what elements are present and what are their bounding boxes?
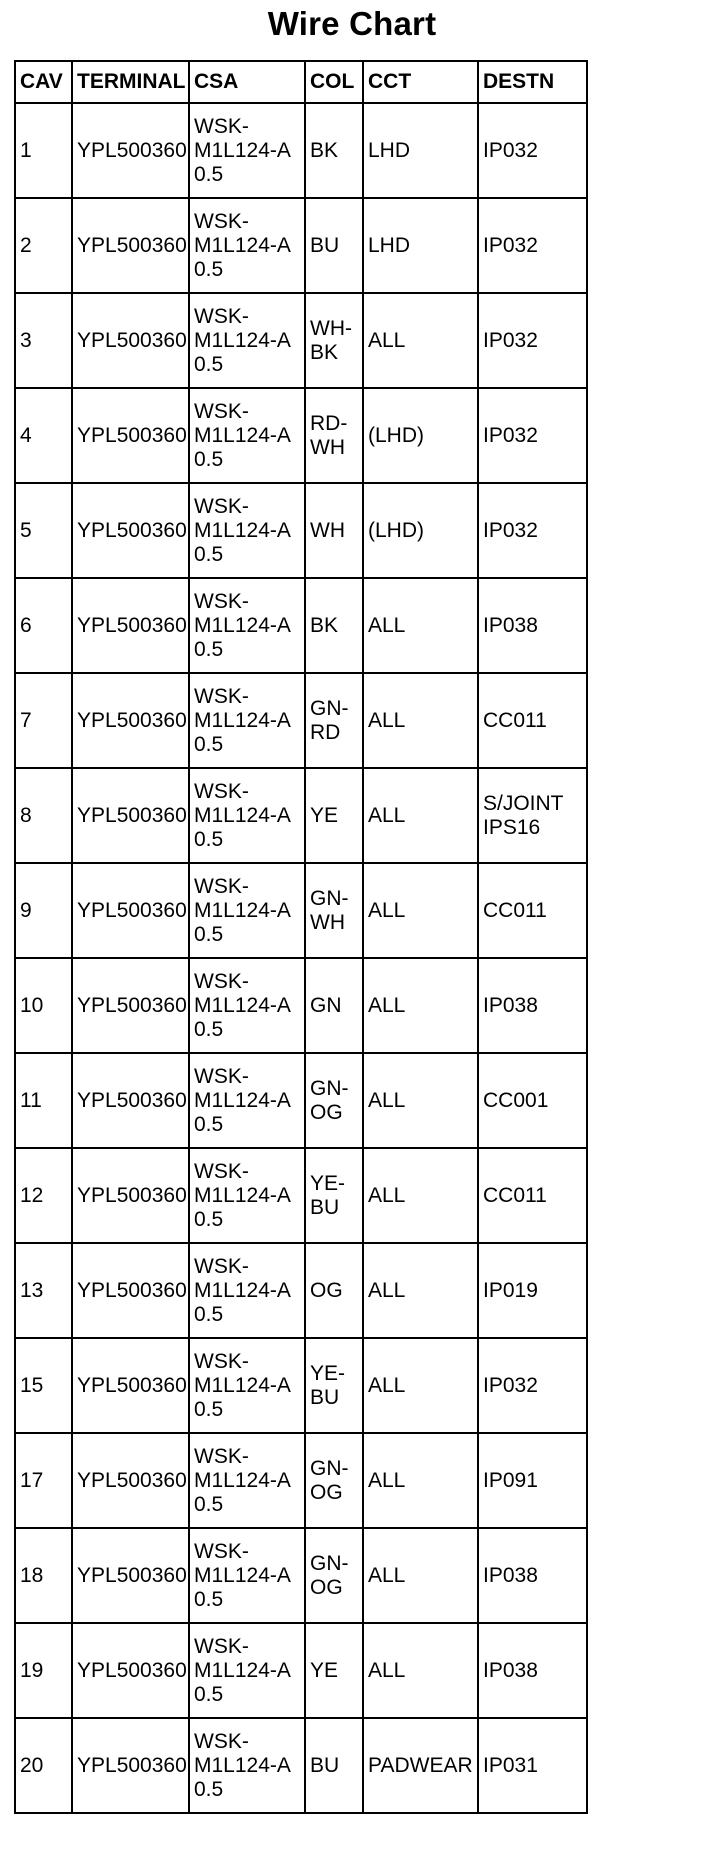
header-destn: DESTN bbox=[478, 61, 587, 103]
cav-cell: 11 bbox=[15, 1053, 72, 1148]
csa-cell-line: M1L124-A bbox=[194, 1753, 291, 1777]
csa-cell-line: WSK- bbox=[194, 779, 249, 803]
destn-cell bbox=[478, 1148, 587, 1243]
col-cell bbox=[305, 198, 363, 293]
destn-cell bbox=[478, 863, 587, 958]
page-title: Wire Chart bbox=[267, 5, 437, 42]
csa-cell bbox=[189, 198, 305, 293]
csa-cell-line: 0.5 bbox=[194, 1207, 224, 1231]
destn-cell bbox=[478, 673, 587, 768]
csa-cell-line: WSK- bbox=[194, 684, 249, 708]
destn-cell-line: IP032 bbox=[483, 328, 538, 352]
csa-cell bbox=[189, 768, 305, 863]
table-row bbox=[15, 673, 587, 768]
col-cell-line: OG bbox=[310, 1575, 343, 1599]
destn-cell bbox=[478, 103, 587, 198]
csa-cell-line: 0.5 bbox=[194, 162, 224, 186]
destn-cell-line: IP038 bbox=[483, 613, 538, 637]
wire-chart-table bbox=[14, 60, 588, 1814]
csa-cell-line: M1L124-A bbox=[194, 1563, 291, 1587]
col-cell bbox=[305, 1053, 363, 1148]
csa-cell-line: 0.5 bbox=[194, 732, 224, 756]
csa-cell-line: 0.5 bbox=[194, 1587, 224, 1611]
col-cell-line: OG bbox=[310, 1100, 343, 1124]
destn-cell bbox=[478, 483, 587, 578]
header-terminal: TERMINAL bbox=[72, 61, 189, 103]
col-cell-line: GN- bbox=[310, 886, 349, 910]
terminal-cell: YPL500360 bbox=[72, 293, 189, 388]
cav-cell: 7 bbox=[15, 673, 72, 768]
col-cell-line: YE bbox=[310, 1658, 339, 1682]
destn-cell-line: IPS16 bbox=[483, 815, 541, 839]
header-col: COL bbox=[305, 61, 363, 103]
destn-cell-line: IP031 bbox=[483, 1753, 538, 1777]
csa-cell-line: 0.5 bbox=[194, 352, 224, 376]
csa-cell-line: M1L124-A bbox=[194, 1658, 291, 1682]
csa-cell bbox=[189, 958, 305, 1053]
col-cell bbox=[305, 863, 363, 958]
cct-cell: (LHD) bbox=[363, 388, 478, 483]
terminal-cell: YPL500360 bbox=[72, 1338, 189, 1433]
destn-cell bbox=[478, 768, 587, 863]
col-cell-line: BU bbox=[310, 1753, 340, 1777]
col-cell-line: GN- bbox=[310, 1456, 349, 1480]
col-cell-line: OG bbox=[310, 1480, 343, 1504]
col-cell bbox=[305, 673, 363, 768]
col-cell-line: BK bbox=[310, 340, 339, 364]
csa-cell bbox=[189, 1148, 305, 1243]
csa-cell-line: 0.5 bbox=[194, 637, 224, 661]
csa-cell bbox=[189, 1528, 305, 1623]
col-cell-line: GN bbox=[310, 993, 342, 1017]
terminal-cell: YPL500360 bbox=[72, 673, 189, 768]
destn-cell bbox=[478, 293, 587, 388]
destn-cell-line: IP032 bbox=[483, 518, 538, 542]
table-row bbox=[15, 958, 587, 1053]
destn-cell-line: IP032 bbox=[483, 233, 538, 257]
destn-cell-line: CC011 bbox=[483, 898, 547, 922]
cct-cell: PADWEAR bbox=[363, 1718, 478, 1813]
col-cell bbox=[305, 1718, 363, 1813]
destn-cell-line: S/JOINT bbox=[483, 791, 564, 815]
csa-cell-line: 0.5 bbox=[194, 1302, 224, 1326]
col-cell-line: GN- bbox=[310, 1076, 349, 1100]
cct-cell: LHD bbox=[363, 103, 478, 198]
table-row bbox=[15, 863, 587, 958]
cct-cell: ALL bbox=[363, 578, 478, 673]
destn-cell bbox=[478, 1623, 587, 1718]
csa-cell-line: 0.5 bbox=[194, 922, 224, 946]
header-cav: CAV bbox=[15, 61, 72, 103]
col-cell-line: YE- bbox=[310, 1171, 346, 1195]
csa-cell bbox=[189, 1433, 305, 1528]
csa-cell bbox=[189, 673, 305, 768]
col-cell-line: WH bbox=[310, 435, 345, 459]
header-row bbox=[15, 61, 587, 103]
csa-cell bbox=[189, 1623, 305, 1718]
csa-cell bbox=[189, 578, 305, 673]
cct-cell: ALL bbox=[363, 1528, 478, 1623]
col-cell bbox=[305, 103, 363, 198]
cav-cell: 13 bbox=[15, 1243, 72, 1338]
table-row bbox=[15, 1718, 587, 1813]
csa-cell-line: WSK- bbox=[194, 399, 249, 423]
table-row bbox=[15, 293, 587, 388]
csa-cell bbox=[189, 1338, 305, 1433]
col-cell-line: GN- bbox=[310, 696, 349, 720]
csa-cell-line: WSK- bbox=[194, 1729, 249, 1753]
csa-cell-line: WSK- bbox=[194, 969, 249, 993]
csa-cell-line: 0.5 bbox=[194, 1777, 224, 1801]
csa-cell-line: WSK- bbox=[194, 1634, 249, 1658]
cct-cell: ALL bbox=[363, 863, 478, 958]
csa-cell bbox=[189, 293, 305, 388]
col-cell-line: WH bbox=[310, 518, 345, 542]
cct-cell: ALL bbox=[363, 958, 478, 1053]
col-cell bbox=[305, 293, 363, 388]
table-row bbox=[15, 1053, 587, 1148]
csa-cell-line: M1L124-A bbox=[194, 1278, 291, 1302]
col-cell bbox=[305, 578, 363, 673]
header-cct: CCT bbox=[363, 61, 478, 103]
csa-cell bbox=[189, 483, 305, 578]
cav-cell: 9 bbox=[15, 863, 72, 958]
col-cell-line: BU bbox=[310, 1385, 340, 1409]
cav-cell: 17 bbox=[15, 1433, 72, 1528]
csa-cell-line: 0.5 bbox=[194, 1017, 224, 1041]
terminal-cell: YPL500360 bbox=[72, 1053, 189, 1148]
terminal-cell: YPL500360 bbox=[72, 1148, 189, 1243]
cav-cell: 15 bbox=[15, 1338, 72, 1433]
col-cell bbox=[305, 388, 363, 483]
csa-cell-line: M1L124-A bbox=[194, 233, 291, 257]
header-csa: CSA bbox=[189, 61, 305, 103]
col-cell-line: GN- bbox=[310, 1551, 349, 1575]
csa-cell-line: WSK- bbox=[194, 209, 249, 233]
col-cell-line: WH bbox=[310, 910, 345, 934]
csa-cell-line: WSK- bbox=[194, 1254, 249, 1278]
csa-cell-line: M1L124-A bbox=[194, 518, 291, 542]
cav-cell: 19 bbox=[15, 1623, 72, 1718]
table-row bbox=[15, 1148, 587, 1243]
col-cell-line: OG bbox=[310, 1278, 343, 1302]
csa-cell-line: WSK- bbox=[194, 874, 249, 898]
destn-cell bbox=[478, 958, 587, 1053]
destn-cell-line: IP091 bbox=[483, 1468, 538, 1492]
cct-cell: ALL bbox=[363, 1148, 478, 1243]
col-cell-line: BU bbox=[310, 233, 340, 257]
csa-cell-line: M1L124-A bbox=[194, 328, 291, 352]
destn-cell-line: IP032 bbox=[483, 138, 538, 162]
destn-cell-line: IP038 bbox=[483, 1563, 538, 1587]
destn-cell bbox=[478, 198, 587, 293]
table-row bbox=[15, 1433, 587, 1528]
table-row bbox=[15, 768, 587, 863]
cav-cell: 12 bbox=[15, 1148, 72, 1243]
cav-cell: 5 bbox=[15, 483, 72, 578]
csa-cell-line: WSK- bbox=[194, 589, 249, 613]
cav-cell: 2 bbox=[15, 198, 72, 293]
cct-cell: ALL bbox=[363, 1243, 478, 1338]
cav-cell: 10 bbox=[15, 958, 72, 1053]
csa-cell-line: M1L124-A bbox=[194, 423, 291, 447]
col-cell bbox=[305, 1338, 363, 1433]
csa-cell-line: M1L124-A bbox=[194, 708, 291, 732]
table-row bbox=[15, 388, 587, 483]
cct-cell: ALL bbox=[363, 673, 478, 768]
table-row bbox=[15, 1623, 587, 1718]
table-row bbox=[15, 1338, 587, 1433]
destn-cell-line: CC011 bbox=[483, 708, 547, 732]
cct-cell: ALL bbox=[363, 1433, 478, 1528]
terminal-cell: YPL500360 bbox=[72, 768, 189, 863]
csa-cell-line: WSK- bbox=[194, 1159, 249, 1183]
table-row bbox=[15, 578, 587, 673]
terminal-cell: YPL500360 bbox=[72, 483, 189, 578]
col-cell bbox=[305, 1623, 363, 1718]
csa-cell bbox=[189, 1053, 305, 1148]
terminal-cell: YPL500360 bbox=[72, 1623, 189, 1718]
col-cell bbox=[305, 958, 363, 1053]
destn-cell-line: IP038 bbox=[483, 1658, 538, 1682]
csa-cell-line: WSK- bbox=[194, 494, 249, 518]
csa-cell-line: M1L124-A bbox=[194, 1088, 291, 1112]
destn-cell-line: IP032 bbox=[483, 423, 538, 447]
terminal-cell: YPL500360 bbox=[72, 103, 189, 198]
col-cell-line: YE- bbox=[310, 1361, 346, 1385]
cct-cell: LHD bbox=[363, 198, 478, 293]
cct-cell: ALL bbox=[363, 293, 478, 388]
csa-cell bbox=[189, 1718, 305, 1813]
col-cell bbox=[305, 483, 363, 578]
csa-cell-line: M1L124-A bbox=[194, 803, 291, 827]
terminal-cell: YPL500360 bbox=[72, 1243, 189, 1338]
col-cell-line: WH- bbox=[310, 316, 352, 340]
csa-cell-line: 0.5 bbox=[194, 447, 224, 471]
terminal-cell: YPL500360 bbox=[72, 958, 189, 1053]
cct-cell: ALL bbox=[363, 1053, 478, 1148]
table-row bbox=[15, 1528, 587, 1623]
csa-cell bbox=[189, 863, 305, 958]
col-cell-line: BU bbox=[310, 1195, 340, 1219]
col-cell bbox=[305, 1243, 363, 1338]
cav-cell: 6 bbox=[15, 578, 72, 673]
csa-cell-line: WSK- bbox=[194, 304, 249, 328]
col-cell bbox=[305, 1433, 363, 1528]
cct-cell: (LHD) bbox=[363, 483, 478, 578]
destn-cell-line: CC011 bbox=[483, 1183, 547, 1207]
csa-cell-line: M1L124-A bbox=[194, 898, 291, 922]
destn-cell bbox=[478, 1718, 587, 1813]
col-cell-line: RD bbox=[310, 720, 341, 744]
destn-cell bbox=[478, 578, 587, 673]
table-row bbox=[15, 483, 587, 578]
cct-cell: ALL bbox=[363, 1623, 478, 1718]
csa-cell-line: 0.5 bbox=[194, 827, 224, 851]
terminal-cell: YPL500360 bbox=[72, 1528, 189, 1623]
cct-cell: ALL bbox=[363, 1338, 478, 1433]
terminal-cell: YPL500360 bbox=[72, 578, 189, 673]
destn-cell bbox=[478, 1338, 587, 1433]
col-cell bbox=[305, 1148, 363, 1243]
col-cell-line: BK bbox=[310, 138, 339, 162]
csa-cell-line: 0.5 bbox=[194, 257, 224, 281]
csa-cell-line: 0.5 bbox=[194, 1397, 224, 1421]
csa-cell-line: 0.5 bbox=[194, 542, 224, 566]
col-cell bbox=[305, 1528, 363, 1623]
terminal-cell: YPL500360 bbox=[72, 1433, 189, 1528]
terminal-cell: YPL500360 bbox=[72, 1718, 189, 1813]
cav-cell: 8 bbox=[15, 768, 72, 863]
csa-cell-line: WSK- bbox=[194, 114, 249, 138]
csa-cell-line: 0.5 bbox=[194, 1682, 224, 1706]
cav-cell: 20 bbox=[15, 1718, 72, 1813]
csa-cell-line: M1L124-A bbox=[194, 1183, 291, 1207]
destn-cell-line: IP038 bbox=[483, 993, 538, 1017]
col-cell-line: BK bbox=[310, 613, 339, 637]
cct-cell: ALL bbox=[363, 768, 478, 863]
csa-cell-line: M1L124-A bbox=[194, 138, 291, 162]
destn-cell-line: IP019 bbox=[483, 1278, 538, 1302]
cav-cell: 3 bbox=[15, 293, 72, 388]
destn-cell bbox=[478, 1243, 587, 1338]
csa-cell-line: WSK- bbox=[194, 1539, 249, 1563]
table-row bbox=[15, 198, 587, 293]
terminal-cell: YPL500360 bbox=[72, 863, 189, 958]
csa-cell bbox=[189, 103, 305, 198]
col-cell-line: YE bbox=[310, 803, 339, 827]
csa-cell-line: M1L124-A bbox=[194, 1373, 291, 1397]
csa-cell-line: M1L124-A bbox=[194, 993, 291, 1017]
cav-cell: 1 bbox=[15, 103, 72, 198]
csa-cell-line: WSK- bbox=[194, 1349, 249, 1373]
terminal-cell: YPL500360 bbox=[72, 198, 189, 293]
csa-cell-line: WSK- bbox=[194, 1444, 249, 1468]
csa-cell-line: 0.5 bbox=[194, 1112, 224, 1136]
cav-cell: 18 bbox=[15, 1528, 72, 1623]
destn-cell bbox=[478, 1433, 587, 1528]
col-cell bbox=[305, 768, 363, 863]
csa-cell-line: M1L124-A bbox=[194, 613, 291, 637]
destn-cell-line: IP032 bbox=[483, 1373, 538, 1397]
table-row bbox=[15, 103, 587, 198]
table-body bbox=[15, 103, 587, 1813]
terminal-cell: YPL500360 bbox=[72, 388, 189, 483]
destn-cell bbox=[478, 1528, 587, 1623]
csa-cell-line: WSK- bbox=[194, 1064, 249, 1088]
csa-cell bbox=[189, 1243, 305, 1338]
destn-cell-line: CC001 bbox=[483, 1088, 549, 1112]
csa-cell bbox=[189, 388, 305, 483]
csa-cell-line: 0.5 bbox=[194, 1492, 224, 1516]
csa-cell-line: M1L124-A bbox=[194, 1468, 291, 1492]
col-cell-line: RD- bbox=[310, 411, 348, 435]
destn-cell bbox=[478, 1053, 587, 1148]
table-row bbox=[15, 1243, 587, 1338]
cav-cell: 4 bbox=[15, 388, 72, 483]
destn-cell bbox=[478, 388, 587, 483]
